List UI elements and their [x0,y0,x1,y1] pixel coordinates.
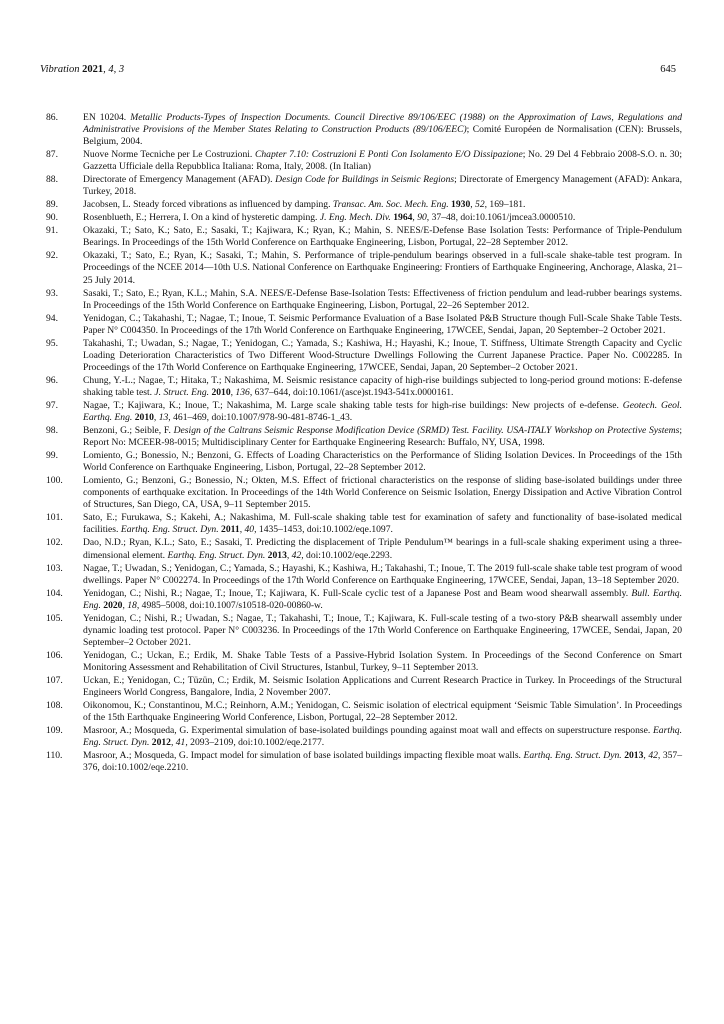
reference-segment: , 37–48, doi:10.1061/jmcea3.0000510. [426,212,576,224]
reference-number: 89. [46,199,58,211]
reference-segment: 2010 [134,412,154,424]
reference-segment: Jacobsen, L. Steady forced vibrations as influenced by damping. [83,199,333,211]
reference-list [46,112,682,775]
reference-segment: Geotech. Geol. Earthq. Eng. [83,399,682,424]
reference-text [83,675,682,698]
reference-number: 95. [46,337,58,349]
reference-item [46,450,682,474]
reference-segment: Nagae, T.; Uwadan, S.; Yenidogan, C.; Yamada, S.; Hayashi, K.; Kashiwa, H.; Takahashi, T.; Inoue, T. The 2019 full-scale shake table test program of wood dwellings. Paper N° C002274. In Proceedings of the 17th World Conference on Earthquake Engineering, 17WCEE, Sendai, Japan, 13–18 September 2020. [83,562,683,586]
reference-number: 103. [46,562,63,574]
reference-item [46,750,682,774]
reference-number: 90. [46,212,58,224]
reference-segment: Earthq. Eng. Struct. Dyn. [83,725,682,749]
reference-item [46,338,682,374]
reference-segment: Lomiento, G.; Bonessio, N.; Benzoni, G. Effects of Loading Characteristics on the Performance of Sliding Isolation Devices. In Proceedings of the 15th World Conference on Earthquake Engineering, Lisbon, Portugal, 22–28 September 2012. [83,450,682,474]
reference-item [46,537,682,561]
reference-text [83,512,682,535]
reference-number: 87. [46,149,58,161]
reference-text [83,199,525,210]
reference-segment: , [170,737,176,749]
reference-item [46,288,682,312]
reference-text [83,400,682,423]
reference-segment: , [153,412,159,424]
reference-segment: Chapter 7.10: Costruzioni E Ponti Con Isolamento E/O Dissipazione [254,149,523,161]
reference-text [83,725,682,748]
reference-segment: Lomiento, G.; Benzoni, G.; Bonessio, N.; Okten, M.S. Effect of frictional characteristics on the response of sliding base-isolated buildings under three components of earthquake excitation. In Proceedings of the 14th World Conference on Seismic Isolation, Energy Dissipation and Active Vibration Control of Structures, San Diego, CA, USA, 9–11 September 2015. [83,475,682,511]
reference-segment: Sasaki, T.; Sato, E.; Ryan, K.L.; Mahin, S.A. NEES/E-Defense Base-Isolation Tests: Effectiveness of friction pendulum and lead-rubber bearings systems. In Proceedings of the 15th World Conference on Earthquake Engineering, Lisbon, Portugal, 22–26 September 2012. [83,287,682,311]
reference-text [83,338,682,373]
reference-segment: Yenidogan, C.; Nishi, R.; Nagae, T.; Inoue, T.; Kajiwara, K. Full-Scale cyclic test of a Japanese Post and Beam wood shearwall assembly. [83,587,632,599]
reference-segment: 42 [648,750,658,762]
reference-item [46,650,682,674]
reference-text [83,450,682,473]
reference-text [83,563,682,586]
reference-item [46,212,682,224]
reference-item [46,225,682,249]
reference-text [83,613,682,648]
reference-segment: , [643,750,649,762]
reference-segment: Earthq. Eng. Struct. Dyn. [120,524,219,536]
reference-segment: Masroor, A.; Mosqueda, G. Impact model for simulation of base isolated buildings impacting flexible moat walls. [83,750,524,762]
reference-segment: ; Report No: MCEER-98-0015; Multidisciplinary Center for Earthquake Engineering Research: Buffalo, NY, USA, 1998. [83,425,682,449]
reference-text [83,425,682,448]
reference-segment: Okazaki, T.; Sato, E.; Ryan, K.; Sasaki, T.; Mahin, S. Performance of triple-pendulum bearings observed in a full-scale shake-table test program. In Proceedings of the NCEE 2014—10th U.S. National Conference on Earthquake Engineering: Frontiers of Earthquake Engineering, Anchorage, Alaska, 21–25 July 2014. [83,250,682,286]
reference-text [83,537,682,560]
reference-segment: ; Comité Européen de Normalisation (CEN): Brussels, Belgium, 2004. [83,124,682,148]
reference-segment: J. Eng. Mech. Div. [319,212,391,224]
reference-item [46,700,682,724]
reference-segment: , [470,199,476,211]
reference-segment: Transac. Am. Soc. Mech. Eng. [332,199,449,211]
reference-number: 101. [46,512,63,524]
reference-item [46,313,682,337]
reference-number: 91. [46,225,58,237]
reference-segment: Takahashi, T.; Uwadan, S.; Nagae, T.; Yenidogan, C.; Yamada, S.; Kashiwa, H.; Hayashi, K.; Inoue, T. Stiffness, Ultimate Strength Capacity and Cyclic Loading Deterioration Characteristics of Two Different Wood-Structure Dwellings Following the Current Japanese Practice. Paper No. C002285. In Proceedings of the 17th World Conference on Earthquake Engineering, 17WCEE, Sendai, Japan, 20 September–2 October 2021. [83,337,682,373]
reference-segment: Metallic Products-Types of Inspection Documents. Council Directive 89/106/EEC (1988) on the Approximation of Laws, Regulations and Administrative Provisions of the Member States Relating to Construction Products (89/106/EEC) [83,112,683,136]
reference-segment: Directorate of Emergency Management (AFAD). [83,174,276,186]
reference-number: 106. [46,649,63,661]
reference-segment: Uckan, E.; Yenidogan, C.; Tüzün, C.; Erdik, M. Seismic Isolation Applications and Current Research Practice in Turkey. In Proceedings of the Structural Engineers World Congress, Bangalore, India, 2 November 2007. [83,674,682,699]
reference-item [46,563,682,587]
reference-segment: 13 [158,412,169,424]
page-number: 645 [660,64,676,75]
reference-item [46,675,682,699]
reference-segment: Earthq. Eng. Struct. Dyn. [167,549,266,561]
reference-segment: 2012 [151,737,171,749]
reference-number: 104. [46,587,63,599]
reference-number: 99. [46,450,58,462]
reference-number: 92. [46,250,58,262]
reference-segment: Yenidogan, C.; Nishi, R.; Uwadan, S.; Nagae, T.; Takahashi, T.; Inoue, T.; Kajiwara, K. Full-scale testing of a two-story P&B shearwall assembly under dynamic loading test protocol. Paper N° C003236. In Proceedings of the 17th World Conference on Earthquake Engineering, 17WCEE, Sendai, Japan, 20 September–2 October 2021. [83,612,682,648]
reference-segment: 1964 [393,212,413,224]
reference-segment: 2013 [624,750,644,762]
reference-number: 100. [46,475,63,487]
reference-segment: , doi:10.1002/eqe.2293. [301,549,393,561]
reference-segment: 40 [244,524,255,536]
reference-segment: 41 [175,737,186,749]
journal-citation [40,64,124,75]
reference-item [46,400,682,424]
reference-segment: , 2093–2109, doi:10.1002/eqe.2177. [185,737,325,749]
reference-segment: , 4985–5008, doi:10.1007/s10518-020-00860-w. [136,599,323,611]
reference-segment: , 637–644, doi:10.1061/(asce)st.1943-541x.0000161. [249,386,454,398]
reference-number: 107. [46,674,63,686]
reference-segment: ; No. 29 Del 4 Febbraio 2008-S.O. n. 30; Gazzetta Ufficiale della Repubblica Italiana: Roma, Italy, 2008. (In Italian) [83,149,682,173]
reference-segment: Bull. Earthq. Eng. [83,587,682,611]
reference-text [83,174,682,197]
reference-segment: Design of the Caltrans Seismic Response Modification Device (SRMD) Test. Facility. USA-ITALY Workshop on Protective Systems [173,425,680,437]
journal-volume-issue: , 4, 3 [103,64,125,75]
reference-segment: J. Struct. Eng. [154,386,210,398]
reference-segment: Nagae, T.; Kajiwara, K.; Inoue, T.; Nakashima, M. Large scale shaking table tests for high-rise buildings: New projects of e-defense. [83,399,623,411]
reference-segment: Chung, Y.-L.; Nagae, T.; Hitaka, T.; Nakashima, M. Seismic resistance capacity of high-rise buildings subjected to long-period ground motions: E-defense shaking table test. [83,374,682,398]
journal-year: 2021 [82,64,104,75]
reference-item [46,250,682,286]
reference-text [83,112,682,147]
reference-text [83,225,682,248]
reference-number: 86. [46,112,58,123]
reference-text [83,375,682,398]
reference-item [46,475,682,511]
reference-text [83,588,682,611]
reference-segment: Rosenblueth, E.; Herrera, I. On a kind of hysteretic damping. [83,212,320,224]
journal-name: Vibration [40,64,80,75]
reference-segment: Oikonomou, K.; Constantinou, M.C.; Reinhorn, A.M.; Yenidogan, C. Seismic isolation of electrical equipment ‘Seismic Table Simulation’. In Proceedings of the 15th Earthquake Engineering World Conference, Lisbon, Portugal, 22–28 September 2012. [83,700,682,724]
reference-text [83,750,682,773]
reference-segment: 2013 [267,549,287,561]
reference-segment: 42 [291,549,302,561]
reference-segment: , [239,524,245,536]
reference-segment: Masroor, A.; Mosqueda, G. Experimental simulation of base-isolated buildings pounding against moat wall and effects on superstructure response. [83,725,653,737]
reference-segment: 2020 [103,599,123,611]
reference-segment: Benzoni, G.; Seible, F. [83,425,174,437]
reference-item [46,725,682,749]
reference-item [46,199,682,211]
reference-item [46,375,682,399]
reference-segment: Yenidogan, C.; Uckan, E.; Erdik, M. Shake Table Tests of a Passive-Hybrid Isolation System. In Proceedings of the Second Conference on Smart Monitoring Assessment and Rehabilitation of Civil Structures, Istanbul, Turkey, 9–11 September 2013. [83,649,682,673]
reference-segment: Sato, E.; Furukawa, S.; Kakehi, A.; Nakashima, M. Full-scale shaking table test for examination of safety and functionality of base-isolated medical facilities. [83,512,682,536]
reference-segment: , [286,549,292,561]
reference-segment: , 169–181. [484,199,526,211]
reference-item [46,588,682,612]
reference-segment: , [412,212,418,224]
reference-number: 110. [46,750,63,762]
reference-segment: Okazaki, T.; Sato, K.; Sato, E.; Sasaki, T.; Kajiwara, K.; Ryan, K.; Mahin, S. NEES/E-Defense Base Isolation Tests: Performance of Triple-Pendulum Bearings. In Proceedings of the 15th World Conference on Earthquake Engineering, Lisbon, Portugal, 22–28 September 2012. [83,225,682,249]
reference-text [83,650,682,673]
reference-segment: Earthq. Eng. Struct. Dyn. [523,750,622,762]
reference-segment: , [230,386,236,398]
reference-segment: 1930 [451,199,471,211]
reference-item [46,425,682,449]
reference-text [83,149,682,172]
reference-segment: , 1435–1453, doi:10.1002/eqe.1097. [254,524,393,536]
reference-segment: 52 [475,199,485,211]
reference-number: 88. [46,174,58,186]
reference-segment: , 461–469, doi:10.1007/978-90-481-8746-1_43. [168,412,353,424]
reference-segment: , 357–376, doi:10.1002/eqe.2210. [83,750,683,774]
reference-segment: ; Directorate of Emergency Management (AFAD): Ankara, Turkey, 2018. [83,174,682,198]
reference-item [46,174,682,198]
reference-segment: Nuove Norme Tecniche per Le Costruzioni. [83,149,255,161]
reference-segment: Dao, N.D.; Ryan, K.L.; Sato, E.; Sasaki, T. Predicting the displacement of Triple Pendulum™ bearings in a full-scale shaking experiment using a three-dimensional element. [83,537,682,561]
reference-text [83,700,682,723]
reference-segment: 18 [127,599,137,611]
reference-number: 97. [46,399,58,411]
reference-number: 93. [46,287,58,299]
reference-text [83,212,575,223]
reference-segment: , [122,599,128,611]
reference-item [46,112,682,148]
reference-number: 94. [46,312,58,324]
reference-item [46,512,682,536]
reference-text [83,288,682,311]
reference-number: 98. [46,425,58,437]
reference-item [46,613,682,649]
reference-text [83,250,682,285]
reference-segment: Design Code for Buildings in Seismic Regions [275,174,455,186]
reference-segment: Yenidogan, C.; Takahashi, T.; Nagae, T.; Inoue, T. Seismic Performance Evaluation of a Base Isolated P&B Structure though Full-Scale Shake Table Tests. Paper N° C004350. In Proceedings of the 17th World Conference on Earthquake Engineering, 17WCEE, Sendai, Japan, 20 September–2 October 2021. [83,312,682,336]
reference-segment: 136 [235,386,250,398]
reference-text [83,475,682,510]
reference-segment: 2010 [211,386,231,398]
reference-number: 108. [46,700,63,711]
reference-segment: 90 [417,212,427,224]
reference-number: 96. [46,374,58,386]
reference-text [83,313,682,336]
reference-number: 105. [46,612,63,624]
reference-segment: 2011 [221,524,240,536]
reference-number: 109. [46,725,63,737]
reference-number: 102. [46,537,63,549]
reference-item [46,149,682,173]
reference-segment: EN 10204. [83,112,131,123]
